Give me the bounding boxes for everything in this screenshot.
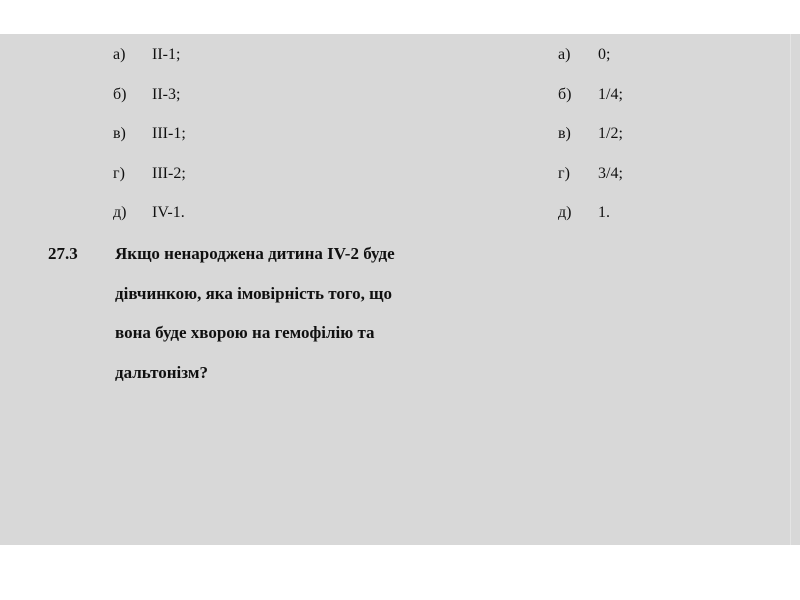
option-letter: д): [113, 204, 127, 221]
option-letter: г): [113, 164, 125, 182]
option-value: II-3;: [152, 85, 181, 103]
answer-option: [558, 114, 623, 154]
option-value: III-2;: [152, 164, 186, 182]
option-letter: г): [558, 164, 570, 182]
option-letter: д): [558, 204, 572, 221]
option-value: 3/4;: [598, 164, 623, 182]
question-text-line: дальтонізм?: [115, 362, 208, 382]
answer-option: [113, 154, 186, 194]
question-text-line: дівчинкою, яка імовірність того, що: [115, 283, 393, 303]
answer-options-right-column: [558, 35, 623, 233]
option-value: IV-1.: [152, 204, 185, 221]
question-number: 27.3: [48, 244, 78, 263]
option-value: III-1;: [152, 125, 186, 142]
option-value: 1/4;: [598, 85, 623, 103]
option-value: 0;: [598, 46, 611, 63]
question-text-line: вона буде хворою на гемофілію та: [115, 323, 375, 342]
answer-option: [558, 154, 623, 194]
option-letter: в): [113, 125, 126, 142]
option-value: 1/2;: [598, 125, 623, 142]
option-value: II-1;: [152, 46, 181, 63]
answer-options-left-column: [113, 35, 186, 233]
option-value: 1.: [598, 204, 610, 221]
answer-option: [113, 114, 186, 154]
option-letter: в): [558, 125, 571, 142]
option-letter: б): [113, 85, 127, 103]
answer-option: [558, 75, 623, 115]
option-letter: б): [558, 85, 572, 103]
option-letter: а): [113, 46, 126, 63]
panel-edge-line: [790, 34, 791, 545]
question-text-line: Якщо ненароджена дитина IV-2 буде: [115, 244, 395, 263]
option-letter: а): [558, 46, 571, 63]
answer-option: [558, 193, 623, 233]
question-text: [115, 234, 445, 392]
answer-option: [558, 35, 623, 75]
answer-option: [113, 193, 186, 233]
answer-option: [113, 75, 186, 115]
answer-option: [113, 35, 186, 75]
